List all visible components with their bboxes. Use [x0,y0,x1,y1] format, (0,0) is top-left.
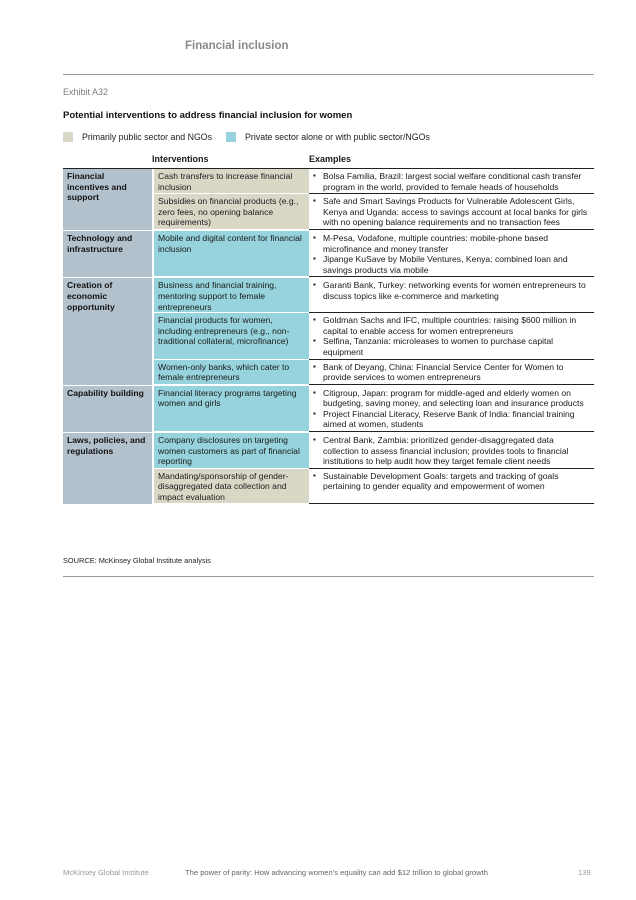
example-item: ▪ Bolsa Familia, Brazil: largest social welfare conditional cash transfer program in the world, provided to female heads of households [313,171,590,192]
table-row [152,231,594,277]
examples-list [313,233,590,275]
examples-cell [309,469,594,504]
group-rows [152,433,594,504]
example-item: ▪ Sustainable Development Goals: targets and tracking of goals pertaining to gender equality and empowerment of women [313,471,590,492]
intervention-cell: Mandating/sponsorship of gender-disaggregated data collection and impact evaluation [152,469,309,504]
exhibit-title: Potential interventions to address financial inclusion for women [63,110,353,121]
example-item: ▪ Goldman Sachs and IFC, multiple countries: raising $600 million in capital to enable access for women entrepreneurs [313,315,590,336]
section-title: Financial inclusion [185,40,289,52]
example-item: ▪ Safe and Smart Savings Products for Vulnerable Adolescent Girls, Kenya and Uganda: access to savings account at local banks for girls with no opening balance requirements and no transaction fees [313,196,590,228]
examples-cell [309,433,594,469]
table-group [63,231,594,278]
group-rows [152,231,594,277]
example-item: ▪ Central Bank, Zambia: prioritized gender-disaggregated data collection to assess financial inclusion; provides tools to financial institutions to help audit how they target female client needs [313,435,590,467]
legend-item-private [226,132,430,142]
table-body [63,169,594,505]
examples-cell [309,278,594,313]
bottom-divider [63,576,594,577]
legend-label-public: Primarily public sector and NGOs [82,132,213,142]
group-rows [152,386,594,432]
examples-list [313,171,590,192]
table-group [63,386,594,433]
examples-cell [309,231,594,277]
table-group [63,433,594,505]
header-interventions: Interventions [152,154,209,164]
intervention-cell: Company disclosures on targeting women customers as part of financial reporting [152,433,309,469]
category-cell: Technology and infrastructure [63,231,152,277]
example-item: ▪ M-Pesa, Vodafone, multiple countries: mobile-phone based microfinance and money transfer [313,233,590,254]
category-cell: Capability building [63,386,152,432]
group-rows [152,169,594,230]
examples-cell [309,360,594,385]
table-row [152,278,594,313]
header-examples: Examples [309,154,352,164]
category-cell: Creation of economic opportunity [63,278,152,384]
legend [63,132,444,142]
intervention-cell: Financial literacy programs targeting women and girls [152,386,309,432]
examples-list [313,196,590,228]
source-note: SOURCE: McKinsey Global Institute analysis [63,556,211,565]
examples-cell [309,194,594,230]
intervention-cell: Women-only banks, which cater to female entrepreneurs [152,360,309,385]
examples-cell [309,169,594,194]
example-item: ▪ Selfina, Tanzania: microleases to women to purchase capital equipment [313,336,590,357]
examples-list [313,435,590,467]
legend-swatch-private [226,132,236,142]
legend-item-public [63,132,212,142]
examples-cell [309,386,594,432]
exhibit-label: Exhibit A32 [63,87,109,97]
intervention-cell: Subsidies on financial products (e.g., zero fees, no opening balance requirements) [152,194,309,230]
category-cell: Laws, policies, and regulations [63,433,152,504]
examples-list [313,280,590,301]
intervention-cell: Cash transfers to increase financial inclusion [152,169,309,194]
examples-list [313,471,590,492]
top-divider [63,74,594,75]
page-number: 139 [578,868,591,877]
example-item: ▪ Garanti Bank, Turkey: networking events for women entrepreneurs to discuss topics like e-commerce and marketing [313,280,590,301]
legend-swatch-public [63,132,73,142]
table-row [152,433,594,469]
table-row [152,194,594,230]
group-rows [152,278,594,384]
table-header-row [63,150,594,169]
example-item: ▪ Citigroup, Japan: program for middle-aged and elderly women on budgeting, saving money, and selecting loan and insurance products [313,388,590,409]
table-row [152,313,594,359]
examples-list [313,388,590,430]
header-category [63,150,152,168]
table-row [152,469,594,504]
table-row [152,360,594,385]
intervention-cell: Mobile and digital content for financial inclusion [152,231,309,277]
table-row [152,169,594,194]
category-cell: Financial incentives and support [63,169,152,230]
table-row [152,386,594,432]
table-group [63,278,594,385]
example-item: ▪ Bank of Deyang, China: Financial Service Center for Women to provide services to women entrepreneurs [313,362,590,383]
legend-label-private: Private sector alone or with public sector/NGOs [245,132,430,142]
examples-cell [309,313,594,359]
example-item: ▪ Project Financial Literacy, Reserve Bank of India: financial training aimed at women, students [313,409,590,430]
interventions-table [63,150,594,505]
footer-report-title: The power of parity: How advancing women’s equality can add $12 trillion to global growth [185,868,488,877]
table-group [63,169,594,231]
footer-publisher: McKinsey Global Institute [63,868,149,877]
examples-list [313,362,590,383]
examples-list [313,315,590,357]
intervention-cell: Business and financial training, mentoring support to female entrepreneurs [152,278,309,313]
intervention-cell: Financial products for women, including entrepreneurs (e.g., non-traditional collateral, microfinance) [152,313,309,359]
example-item: ▪ Jipange KuSave by Mobile Ventures, Kenya: combined loan and savings products via mobile [313,254,590,275]
